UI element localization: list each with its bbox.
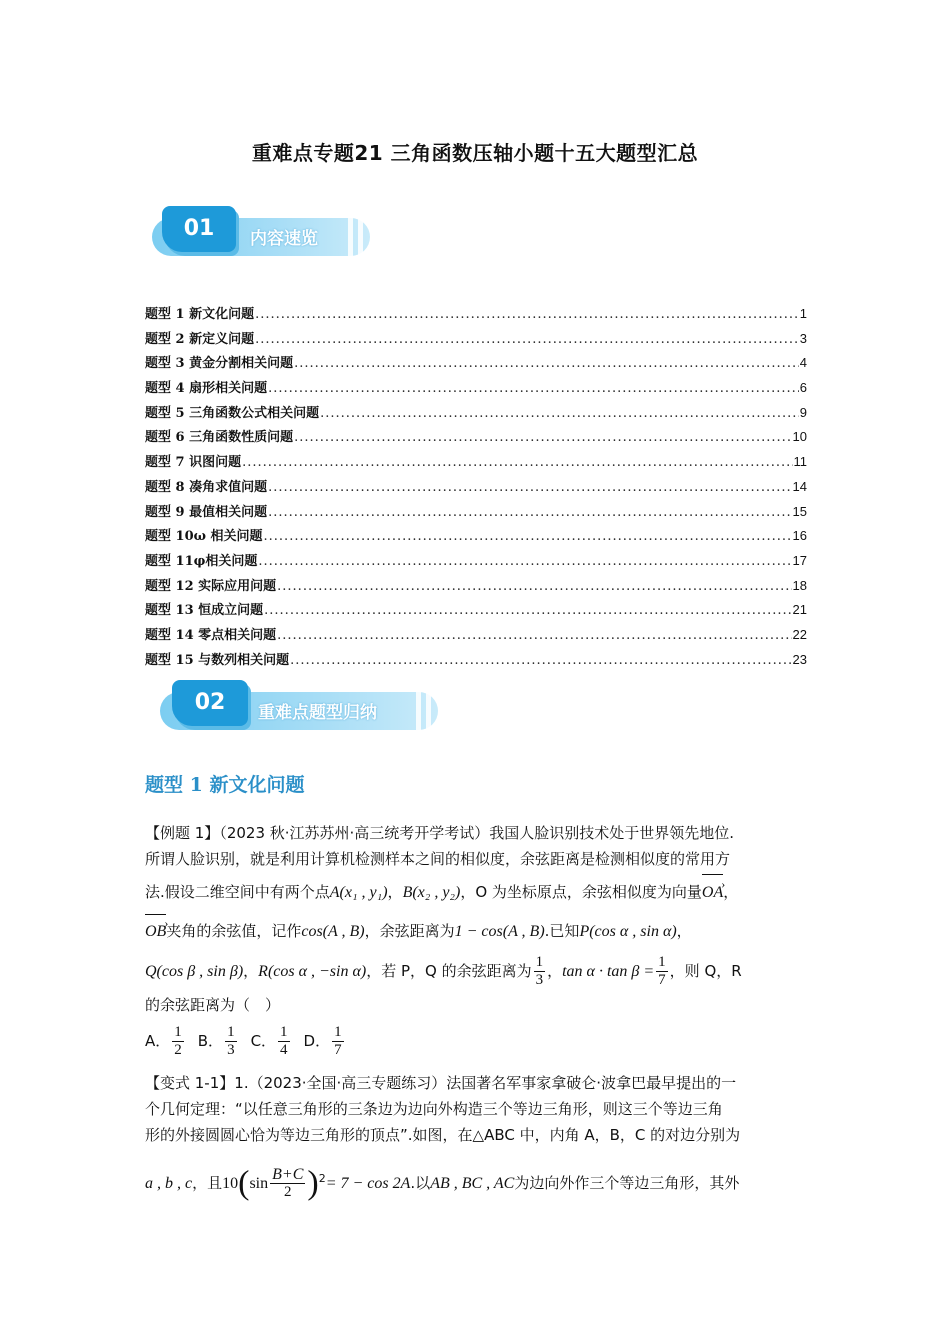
toc-entry-page: 9	[799, 404, 807, 420]
example-1: 【例题 1】（2023 秋·江苏苏州·高三统考开学考试）我国人脸识别技术处于世界领先地位. 所谓人脸识别，就是利用计算机检测样本之间的相似度，余弦距离是检测相似度的常用方 法.假设二维空间中有两个点A(x₁ , y₁)，B(x₂ , y₂)，O 为坐标原点，余弦相似度为向量OA ›， OB ›夹角的余弦值，记作cos(A , B)，余弦距离为1 − cos(A , B).已知P(cos α , sin α)， Q(cos β , sin β)，R(cos α , −sin α)，若 P，Q 的余弦距离为 $\frac{1}{3}$ ，tan α · tan β = $\frac{1}{7}$ ，则 Q，R 的余弦距离为（ ） A． $\frac{1}{2}$ B． $\frac{1}{3}$ C． $\frac{1}{4}$ D． $\frac{1}{7}$	[145, 820, 809, 1062]
toc-entry-page: 1	[799, 306, 807, 321]
toc-entry[interactable]	[145, 451, 807, 476]
toc-entry-page: 6	[799, 380, 807, 396]
document-title: 重难点专题21 三角函数压轴小题十五大题型汇总	[251, 141, 699, 165]
example-text: 我国人脸识别技术处于世界领先地位.	[489, 824, 735, 842]
toc-entry-page: 11	[793, 454, 807, 470]
toc-entry[interactable]	[145, 575, 807, 600]
coefficient: 10	[222, 1175, 239, 1192]
toc-entry[interactable]	[145, 501, 807, 526]
example-text: ，O 为坐标原点，余弦相似度为向量	[460, 883, 702, 901]
toc-entry[interactable]	[145, 303, 807, 328]
answer-option[interactable]	[304, 1020, 346, 1062]
fraction: $\frac{B+C}{2}$	[272, 1166, 304, 1200]
example-text: .已知	[544, 922, 580, 940]
variant-tag: 【变式 1-1】	[145, 1074, 235, 1092]
example-source: （2023 秋·江苏苏州·高三统考开学考试）	[219, 824, 490, 842]
toc-entry-title: 题型 1 新文化问题	[145, 307, 255, 322]
toc-leader-dots	[320, 406, 799, 421]
toc-entry-page: 17	[792, 552, 807, 568]
toc-entry[interactable]	[145, 426, 807, 451]
toc-leader-dots	[255, 332, 799, 347]
point-b: B(x₂ , y₂)	[402, 884, 461, 901]
variant-text: .以	[410, 1174, 431, 1192]
option-label: D．	[303, 1032, 331, 1050]
example-text: ，若 P，Q 的余弦距离为	[366, 962, 532, 980]
toc-entry-page: 14	[792, 478, 807, 494]
toc-entry-title: 题型 14 零点相关问题	[145, 627, 277, 643]
toc-leader-dots	[294, 356, 799, 371]
banner-label: 内容速览	[250, 229, 318, 249]
toc-entry[interactable]	[145, 649, 807, 674]
toc-leader-dots	[264, 603, 791, 618]
toc-entry-title: 题型 4 扇形相关问题	[145, 381, 268, 397]
toc-leader-dots	[268, 505, 791, 520]
toc-entry-title: 题型 8 凑角求值问题	[145, 479, 268, 495]
cos-distance: 1 − cos(A , B)	[454, 923, 545, 940]
fraction: $\frac{1}{7}$	[658, 954, 666, 988]
toc-entry-page: 10	[792, 429, 807, 445]
toc-entry-page: 15	[792, 503, 807, 519]
toc-entry-page: 18	[792, 577, 807, 593]
variant-text: 形的外接圆圆心恰为等边三角形的顶点”.如图，在△ABC 中，内角 A，B，C 的对边分别为	[145, 1126, 741, 1144]
toc-leader-dots	[264, 529, 792, 544]
answer-option[interactable]	[198, 1020, 239, 1062]
section-banner-contents	[152, 206, 372, 262]
toc-entry-page: 23	[792, 651, 807, 667]
toc-entry[interactable]	[145, 476, 807, 501]
banner-number: 02	[172, 680, 248, 726]
toc-leader-dots	[277, 628, 791, 643]
example-text: 所谓人脸识别，就是利用计算机检测样本之间的相似度，余弦距离是检测相似度的常用方	[145, 850, 731, 868]
toc-entry-title: 题型 7 识图问题	[145, 455, 242, 471]
toc-entry[interactable]	[145, 525, 807, 550]
toc-entry-title: 题型 3 黄金分割相关问题	[145, 356, 294, 372]
vector-ob: OB ›	[145, 913, 166, 951]
toc-entry[interactable]	[145, 550, 807, 575]
toc-entry-page: 16	[792, 528, 807, 544]
point-q: Q(cos β , sin β)	[145, 963, 244, 980]
toc-entry-title: 题型 9 最值相关问题	[145, 504, 268, 520]
option-label: B．	[197, 1032, 224, 1050]
toc-leader-dots	[268, 381, 799, 396]
example-text: ，余弦距离为	[364, 922, 455, 940]
toc-entry-title: 题型 10ω 相关问题	[145, 529, 263, 545]
toc-entry-title: 题型 12 实际应用问题	[145, 578, 277, 594]
toc-leader-dots	[258, 554, 791, 569]
variant-text: 为边向外作三个等边三角形，其外	[514, 1174, 740, 1192]
fraction: $\frac{1}{3}$	[535, 954, 544, 988]
fraction: $\frac{1}{7}$	[334, 1024, 342, 1058]
answer-option[interactable]	[145, 1020, 186, 1062]
toc-entry-title: 题型 6 三角函数性质问题	[145, 430, 294, 446]
toc-leader-dots	[294, 430, 791, 445]
toc-entry-page: 4	[799, 355, 807, 371]
answer-options	[145, 1020, 809, 1062]
toc-leader-dots	[255, 307, 799, 322]
toc-entry-page: 3	[799, 330, 807, 346]
option-label: A．	[145, 1032, 171, 1050]
toc-leader-dots	[290, 653, 791, 668]
example-text: 夹角的余弦值，记作	[166, 922, 302, 940]
example-text: 法.假设二维空间中有两个点	[145, 883, 330, 901]
answer-option[interactable]	[251, 1020, 292, 1062]
toc-leader-dots	[277, 579, 791, 594]
variant-text: 个几何定理：“以任意三角形的三条边为边向外构造三个等边三角形，则这三个等边三角	[145, 1100, 723, 1118]
toc-entry[interactable]	[145, 328, 807, 353]
sides-list: AB , BC , AC	[430, 1175, 515, 1192]
variant-text: ，且	[192, 1174, 223, 1192]
toc-entry-title: 题型 2 新定义问题	[145, 331, 255, 347]
sides-abc: a , b , c	[145, 1175, 193, 1192]
section-heading: 题型 1 新文化问题	[145, 774, 305, 796]
cos-ab: cos(A , B)	[301, 923, 365, 940]
toc-entry-page: 21	[792, 602, 807, 618]
toc-entry[interactable]	[145, 402, 807, 427]
section-banner-key-types	[160, 680, 440, 736]
toc-entry-title: 题型 13 恒成立问题	[145, 603, 264, 619]
banner-label: 重难点题型归纳	[258, 703, 377, 723]
toc-leader-dots	[242, 455, 792, 470]
point-a: A(x₁ , y₁)	[329, 884, 388, 901]
toc-entry[interactable]	[145, 352, 807, 377]
toc-entry-page: 22	[792, 626, 807, 642]
toc-entry[interactable]	[145, 624, 807, 649]
point-r: R(cos α , −sin α)	[258, 963, 367, 980]
tan-expression: tan α · tan β =	[562, 963, 655, 980]
fraction: $\frac{1}{2}$	[174, 1024, 182, 1058]
vector-oa: OA ›	[702, 873, 723, 913]
option-label: C．	[250, 1032, 277, 1050]
equation-rhs: = 7 − cos 2A	[325, 1175, 411, 1192]
point-p: P(cos α , sin α)	[579, 923, 677, 940]
example-text: 的余弦距离为（ ）	[145, 996, 281, 1014]
table-of-contents	[145, 303, 807, 673]
example-text: ，则 Q，R	[669, 962, 742, 980]
example-tag: 【例题 1】	[145, 824, 220, 842]
banner-number: 01	[162, 206, 236, 252]
variant-text: 1.（2023·全国·高三专题练习）法国著名军事家拿破仑·波拿巴最早提出的一	[234, 1074, 737, 1092]
fraction: $\frac{1}{3}$	[227, 1024, 235, 1058]
fraction: $\frac{1}{4}$	[280, 1024, 288, 1058]
toc-entry[interactable]	[145, 377, 807, 402]
variant-1-1: 【变式 1-1】1.（2023·全国·高三专题练习）法国著名军事家拿破仑·波拿巴最早提出的一 个几何定理：“以任意三角形的三条边为边向外构造三个等边三角形，则这三个等边三角 形的外接圆圆心恰为等边三角形的顶点”.如图，在△ABC 中，内角 A，B，C 的对边分别为 a , b , c，且10(sin $\frac{B+C}{2}$ )$^2$= 7 − cos 2A.以AB , BC , AC为边向外作三个等边三角形，其外	[145, 1070, 809, 1210]
toc-leader-dots	[268, 480, 791, 495]
toc-entry[interactable]	[145, 599, 807, 624]
toc-entry-title: 题型 11φ相关问题	[145, 553, 258, 569]
toc-entry-title: 题型 5 三角函数公式相关问题	[145, 405, 320, 421]
toc-entry-title: 题型 15 与数列相关问题	[145, 652, 290, 668]
